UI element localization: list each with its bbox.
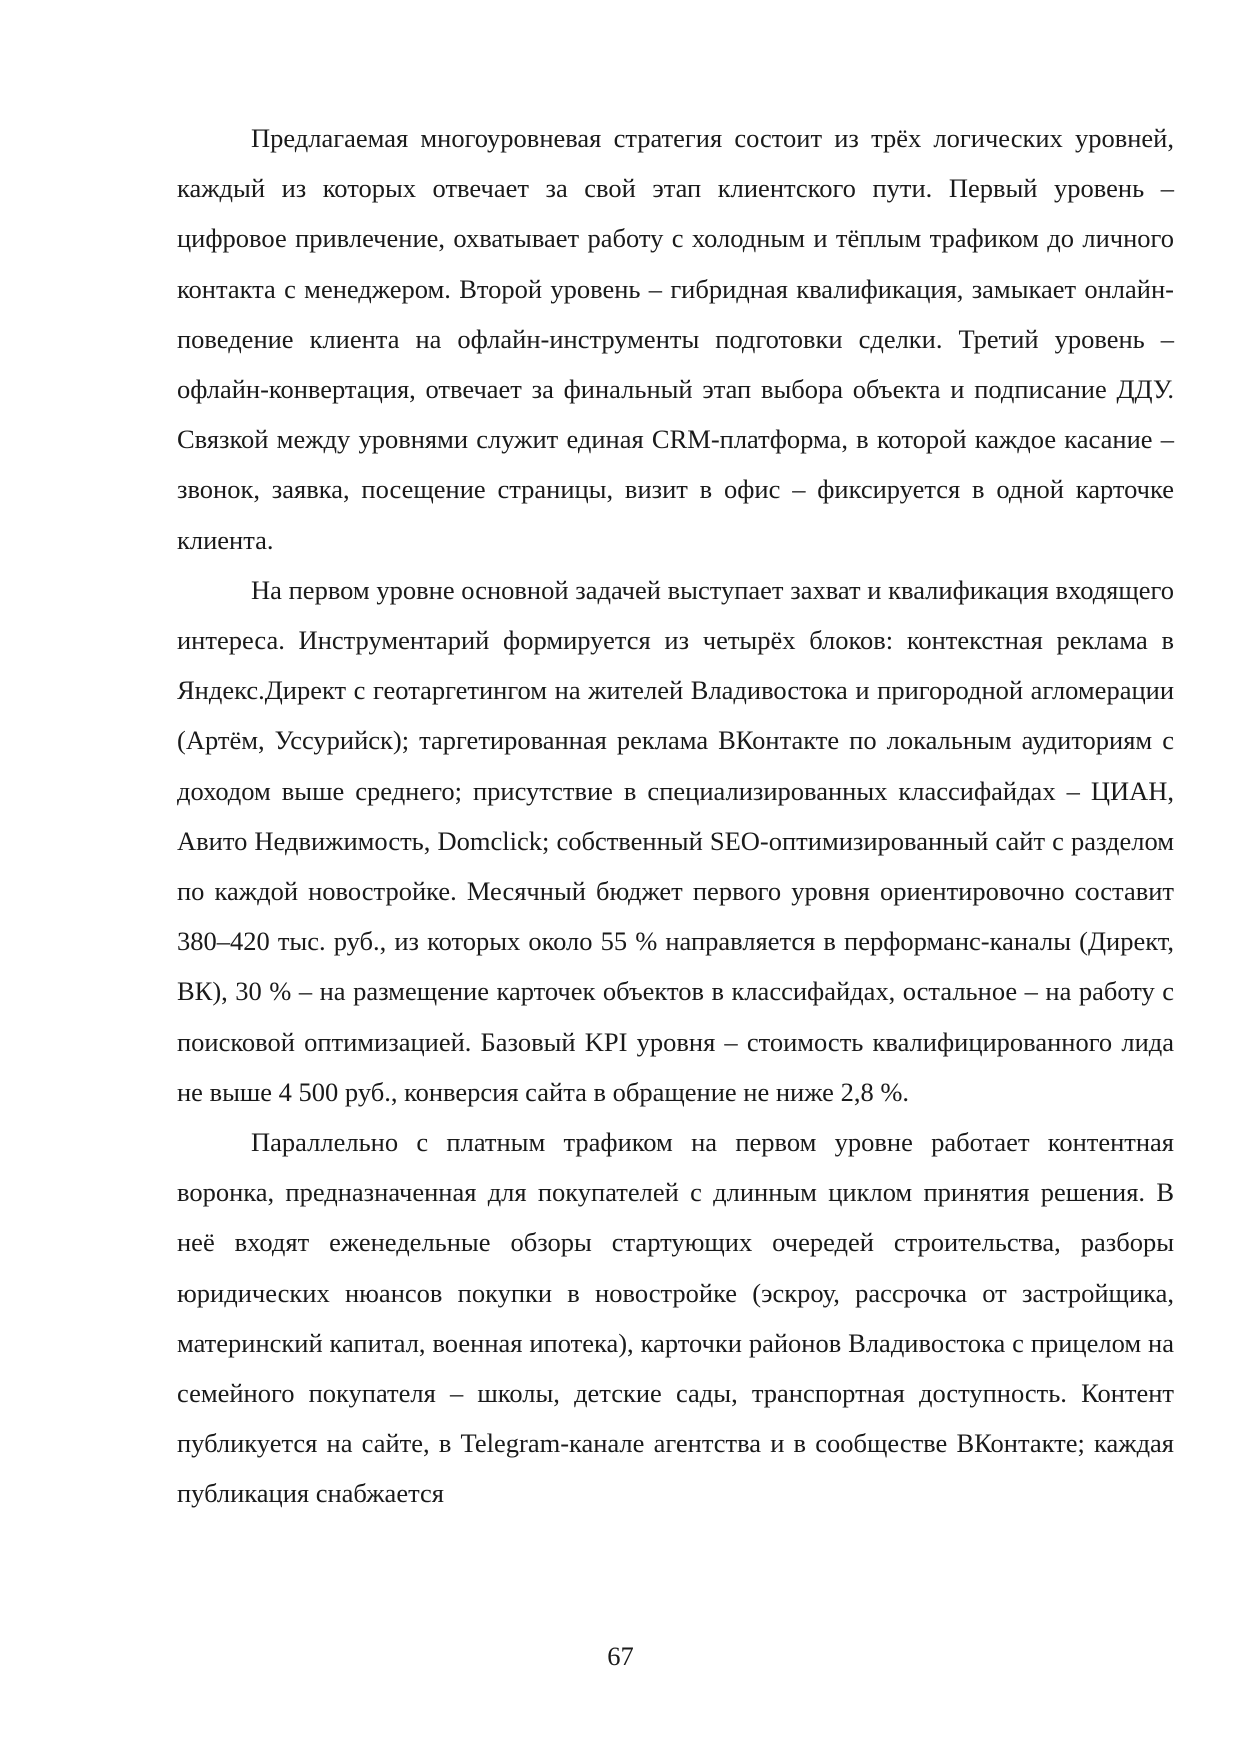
document-body [177, 113, 1174, 1519]
paragraph-content-funnel: Параллельно с платным трафиком на первом уровне работает контентная воронка, предназначенная для покупателей с длинным циклом принятия решения. В неё входят еженедельные обзоры стартующих очередей строительства, разборы юридических нюансов покупки в новостройке (эскроу, рассрочка от застройщика, материнский капитал, военная ипотека), карточки районов Владивостока с прицелом на семейного покупателя – школы, детские сады, транспортная доступность. Контент публикуется на сайте, в Telegram-канале агентства и в сообществе ВКонтакте; каждая публикация снабжается [177, 1127, 1174, 1509]
page-number: 67 [607, 1641, 634, 1671]
paragraph-strategy-levels: Предлагаемая многоуровневая стратегия состоит из трёх логических уровней, каждый из которых отвечает за свой этап клиентского пути. Первый уровень – цифровое привлечение, охватывает работу с холодным и тёплым трафиком до личного контакта с менеджером. Второй уровень – гибридная квалификация, замыкает онлайн-поведение клиента на офлайн-инструменты подготовки сделки. Третий уровень – офлайн-конвертация, отвечает за финальный этап выбора объекта и подписание ДДУ. Связкой между уровнями служит единая CRM-платформа, в которой каждое касание – звонок, заявка, посещение страницы, визит в офис – фиксируется в одной карточке клиента. [177, 123, 1174, 555]
paragraph-first-level-tools: На первом уровне основной задачей выступает захват и квалификация входящего интереса. Инструментарий формируется из четырёх блоков: контекстная реклама в Яндекс.Директ с геотаргетингом на жителей Владивостока и пригородной агломерации (Артём, Уссурийск); таргетированная реклама ВКонтакте по локальным аудиториям с доходом выше среднего; присутствие в специализированных классифайдах – ЦИАН, Авито Недвижимость, Domclick; собственный SEO-оптимизированный сайт с разделом по каждой новостройке. Месячный бюджет первого уровня ориентировочно составит 380–420 тыс. руб., из которых около 55 % направляется в перформанс-каналы (Директ, ВК), 30 % – на размещение карточек объектов в классифайдах, остальное – на работу с поисковой оптимизацией. Базовый KPI уровня – стоимость квалифицированного лида не выше 4 500 руб., конверсия сайта в обращение не ниже 2,8 %. [177, 574, 1174, 1107]
